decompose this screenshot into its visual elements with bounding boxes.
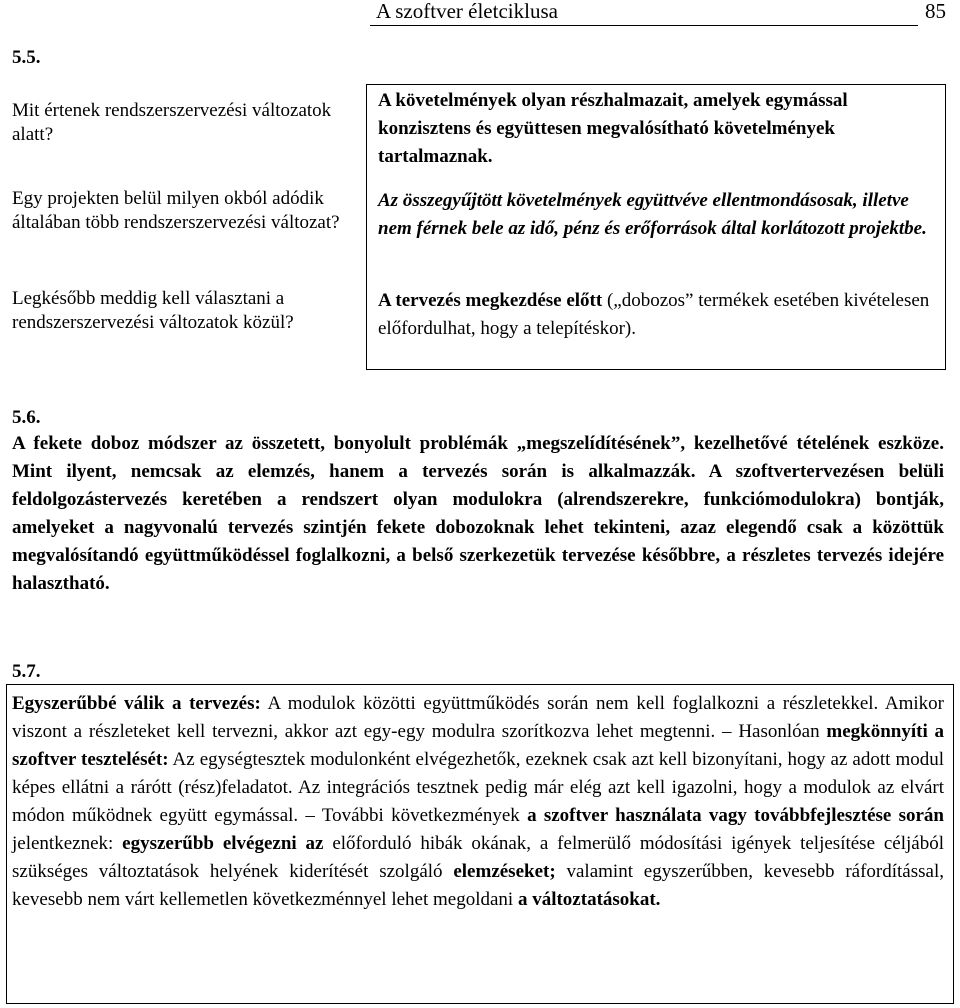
answer-2: Az összegyűjtött követelmények együttvéve ellentmondásosak, illetve nem férnek bele az idő, pénz és erőforrások által korlátozott projektbe. xyxy=(378,190,927,239)
answer-3 xyxy=(378,287,938,343)
page-header-title: A szoftver életciklusa xyxy=(376,0,558,23)
text-run-3: jelentkeznek: xyxy=(12,833,123,854)
text-run-4: előforduló hibák okának, a felmerülő módosítási igények teljesítése céljából szükséges változtatások helyének kiderítését szolgáló xyxy=(12,833,945,882)
answer-1: A követelmények olyan részhalmazait, amelyek egymással konzisztens és együttesen megvalósítható követelmények tartalmaznak. xyxy=(378,90,848,167)
section-5-7-paragraph xyxy=(12,690,944,914)
text-run-2: Az egységtesztek modulonként elvégezhetők, ezeknek csak azt kell bizonyítani, hogy az adott modul képes ellátni a rárótt (rész)feladatot. Az integrációs tesztnek pedig már elég azt kell igazolni, hogy a modulok az elvárt módon működnek együtt egymással. – További következmények xyxy=(12,749,945,826)
margin-question-1: Mit értenek rendszerszervezési változatok alatt? xyxy=(12,100,332,145)
emphasis-elvegezni: egyszerűbb elvégezni az xyxy=(122,833,324,854)
header-rule xyxy=(370,25,918,26)
section-number-5-7: 5.7. xyxy=(12,661,41,682)
text-run-1: A modulok közötti együttműködés során nem kell foglalkozni a részletekkel. Amikor viszont a részleteket kell tervezni, akkor azt egy-egy modulra szorítkozva lehet megtenni. – Hasonlóan xyxy=(12,693,944,742)
section-number-5-6: 5.6. xyxy=(12,407,41,428)
answer-3-emphasis: A tervezés megkezdése előtt xyxy=(378,290,603,311)
margin-question-3: Legkésőbb meddig kell választani a rendszerszervezési változatok közül? xyxy=(12,288,294,333)
emphasis-teszteles: megkönnyíti a szoftver tesztelését: xyxy=(12,721,944,770)
answer-3-rest: („dobozos” termékek esetében kivételesen előfordulhat, hogy a telepítéskor). xyxy=(378,290,930,339)
section-number-5-5: 5.5. xyxy=(12,47,41,68)
text-run-5: valamint egyszerűbben, kevesebb ráfordítással, kevesebb nem várt kellemetlen következménnyel lehet megoldani xyxy=(12,861,944,910)
emphasis-tervezes: Egyszerűbbé válik a tervezés: xyxy=(12,693,261,714)
emphasis-hasznalat: a szoftver használata vagy továbbfejlesztése során xyxy=(527,805,944,826)
margin-question-2: Egy projekten belül milyen okból adódik általában több rendszerszervezési változat? xyxy=(12,188,340,233)
page-number: 85 xyxy=(925,0,946,23)
section-5-6-paragraph: A fekete doboz módszer az összetett, bonyolult problémák „megszelídítésének”, kezelhetővé tételének eszköze. Mint ilyent, nemcsak az elemzés, hanem a tervezés során is alkalmazzák. A szoftvertervezésen belüli feldolgozástervezés keretében a rendszert olyan modulokra (alrendszerekre, funkciómodulokra) bontják, amelyeket a nagyvonalú tervezés szintjén fekete dobozoknak lehet tekinteni, azaz elegendő csak a közöttük megvalósítandó együttműködéssel foglalkozni, a belső szerkezetük tervezése későbbre, a részletes tervezés idejére halasztható. xyxy=(12,433,944,594)
emphasis-elemzeseket: elemzéseket; xyxy=(453,861,556,882)
emphasis-valtoztatasokat: a változtatásokat. xyxy=(517,889,661,910)
